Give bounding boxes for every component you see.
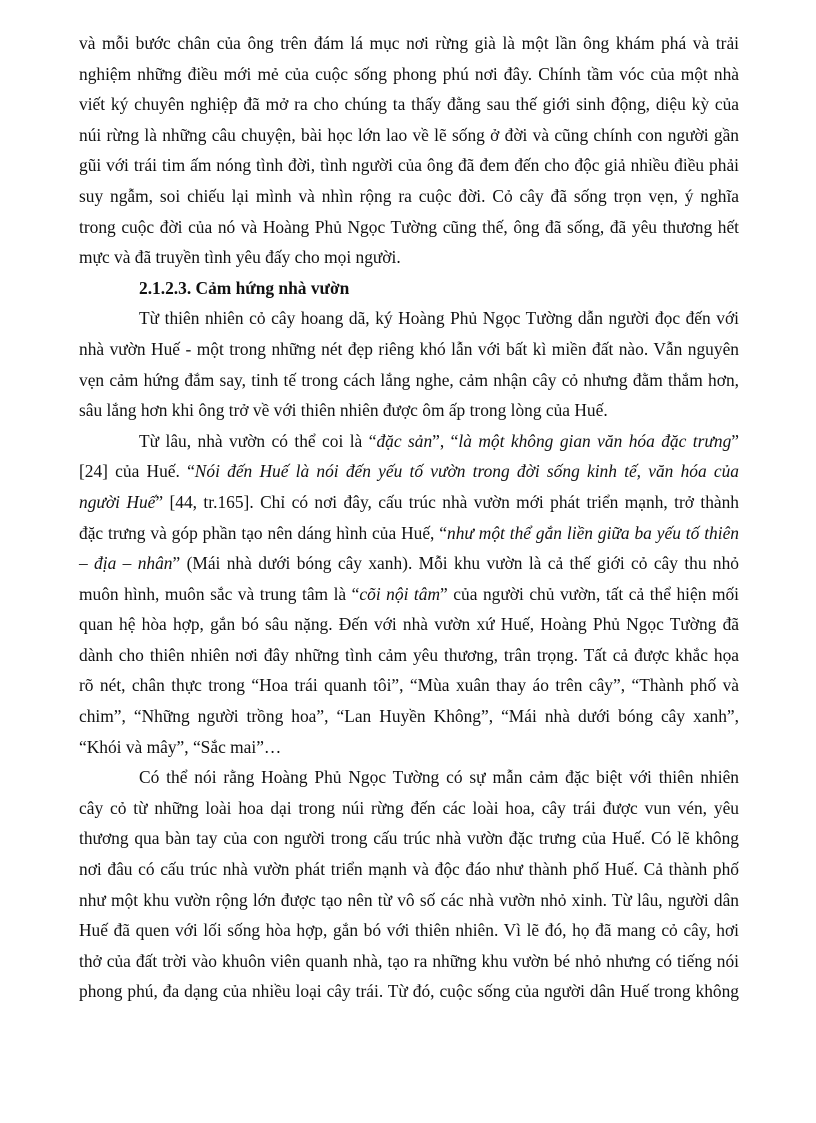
document-page [79,28,739,1007]
text-line: Huế đã quen với lối sống hòa hợp, gắn bó với thiên nhiên. Vì lẽ đó, họ đã mang cỏ cây, hơi [79,920,739,941]
italic-quote: – địa – nhân [79,553,173,574]
text-line: viết ký chuyên nghiệp đã mở ra cho chúng ta thấy đằng sau thế giới sinh động, diệu kỳ của [79,94,739,115]
text-line: nghiệm những điều mới mẻ của cuộc sống phong phú nơi đây. Chính tầm vóc của một nhà [79,63,739,84]
text-line: Từ thiên nhiên cỏ cây hoang dã, ký Hoàng Phủ Ngọc Tường dẫn người đọc đến với [139,308,739,329]
text-line: rõ nét, chân thực trong “Hoa trái quanh tôi”, “Mùa xuân thay áo trên cây”, “Thành phố và [79,675,739,696]
text-line [79,456,739,487]
text-line: chim”, “Những người trồng hoa”, “Lan Huyền Không”, “Mái nhà dưới bóng cây xanh”, [79,706,739,727]
text-line [79,579,739,610]
section-heading: 2.1.2.3. Cảm hứng nhà vườn [139,277,350,298]
text-line: nhà vườn Huế - một trong những nét đẹp riêng khó lẫn với bất kì miền đất nào. Vẫn nguyên [79,338,739,359]
italic-quote: cõi nội tâm [359,583,441,604]
text-line: phong phú, đa dạng của nhiều loại cây trái. Từ đó, cuộc sống của người dân Huế trong không [79,981,739,1002]
text-run: ” (Mái nhà dưới bóng cây xanh). Mỗi khu vườn là cả thế giới cỏ cây thu nhỏ [172,553,739,574]
text-line [79,518,739,549]
text-line [79,426,739,457]
text-line: suy ngẫm, soi chiếu lại mình và nhìn rộng ra cuộc đời. Cỏ cây đã sống trọn vẹn, ý nghĩa [79,185,739,206]
text-line: thở của đất trời vào khuôn viên quanh nhà, tạo ra những khu vườn bé nhỏ nhưng có tiếng nói [79,950,739,971]
text-line: sâu lắng hơn khi ông trở về với thiên nhiên được ôm ấp trong lòng của Huế. [79,400,608,421]
text-line: như một khu vườn rộng lớn được tạo nên từ vô số các nhà vườn nhỏ xinh. Từ lâu, người dân [79,889,739,910]
text-run: ”, “ [432,430,459,451]
text-line: dành cho thiên nhiên nơi đây những tình cảm yêu thương, trân trọng. Tất cả được khắc họa [79,644,739,665]
text-run: ” [731,430,739,451]
text-line: “Khói và mây”, “Sắc mai”… [79,736,282,757]
text-line: thương qua bàn tay của con người trong cấu trúc nhà vườn đặc trưng của Huế. Có lẽ không [79,828,739,849]
text-line: trong cuộc đời của nó và Hoàng Phủ Ngọc Tường cũng thế, ông đã sống, đã yêu thương hết [79,216,739,237]
text-line: núi rừng là những câu chuyện, bài học lớn lao về lẽ sống ở đời và cũng chính con người gần [79,124,739,145]
paragraph-2 [79,303,739,425]
text-run: muôn hình, muôn sắc và trung tâm là “ [79,583,360,604]
text-line: cây cỏ từ những loài hoa dại trong núi rừng đến các loài hoa, cây trái được vun vén, yêu [79,797,739,818]
paragraph-4 [79,762,739,1007]
text-run: ” [44, tr.165]. Chỉ có nơi đây, cấu trúc nhà vườn mới phát triển mạnh, trở thành [155,491,740,512]
text-line: mực và đã truyền tình yêu đấy cho mọi người. [79,247,401,268]
italic-quote: đặc sản [376,430,433,451]
text-line: nơi đâu có cấu trúc nhà vườn phát triển mạnh và độc đáo như thành phố Huế. Cả thành phố [79,859,739,880]
text-line: và mỗi bước chân của ông trên đám lá mục nơi rừng già là một lần ông khám phá và trải [79,33,739,53]
text-line: Có thể nói rằng Hoàng Phủ Ngọc Tường có sự mẫn cảm đặc biệt với thiên nhiên [139,767,739,788]
text-line: vẹn cảm hứng đắm say, tinh tế trong cách lắng nghe, cảm nhận cây cỏ nhưng đằm thắm hơn, [79,369,739,390]
italic-quote: người Huế [79,491,156,512]
paragraph-3 [79,426,739,763]
italic-quote: như một thể gắn liền giữa ba yếu tố thiên [447,522,740,543]
text-line [79,548,739,579]
text-run: ” của người chủ vườn, tất cả thể hiện mối [440,583,740,604]
paragraph-1 [79,28,739,273]
text-line: gũi với trái tim ấm nóng tình đời, tình người của ông đã đem đến cho độc giả nhiều điều phải [79,155,739,176]
text-line [79,487,739,518]
text-run: đặc trưng và góp phần tạo nên dáng hình của Huế, “ [79,522,448,543]
text-line: quan hệ hòa hợp, gắn bó sâu nặng. Đến với nhà vườn xứ Huế, Hoàng Phủ Ngọc Tường đã [79,614,739,635]
italic-quote: Nói đến Huế là nói đến yếu tố vườn trong đời sống kinh tế, văn hóa của [194,461,739,482]
italic-quote: là một không gian văn hóa đặc trưng [458,430,732,451]
text-run: [24] của Huế. “ [79,461,195,482]
text-run: Từ lâu, nhà vườn có thể coi là “ [139,430,377,451]
